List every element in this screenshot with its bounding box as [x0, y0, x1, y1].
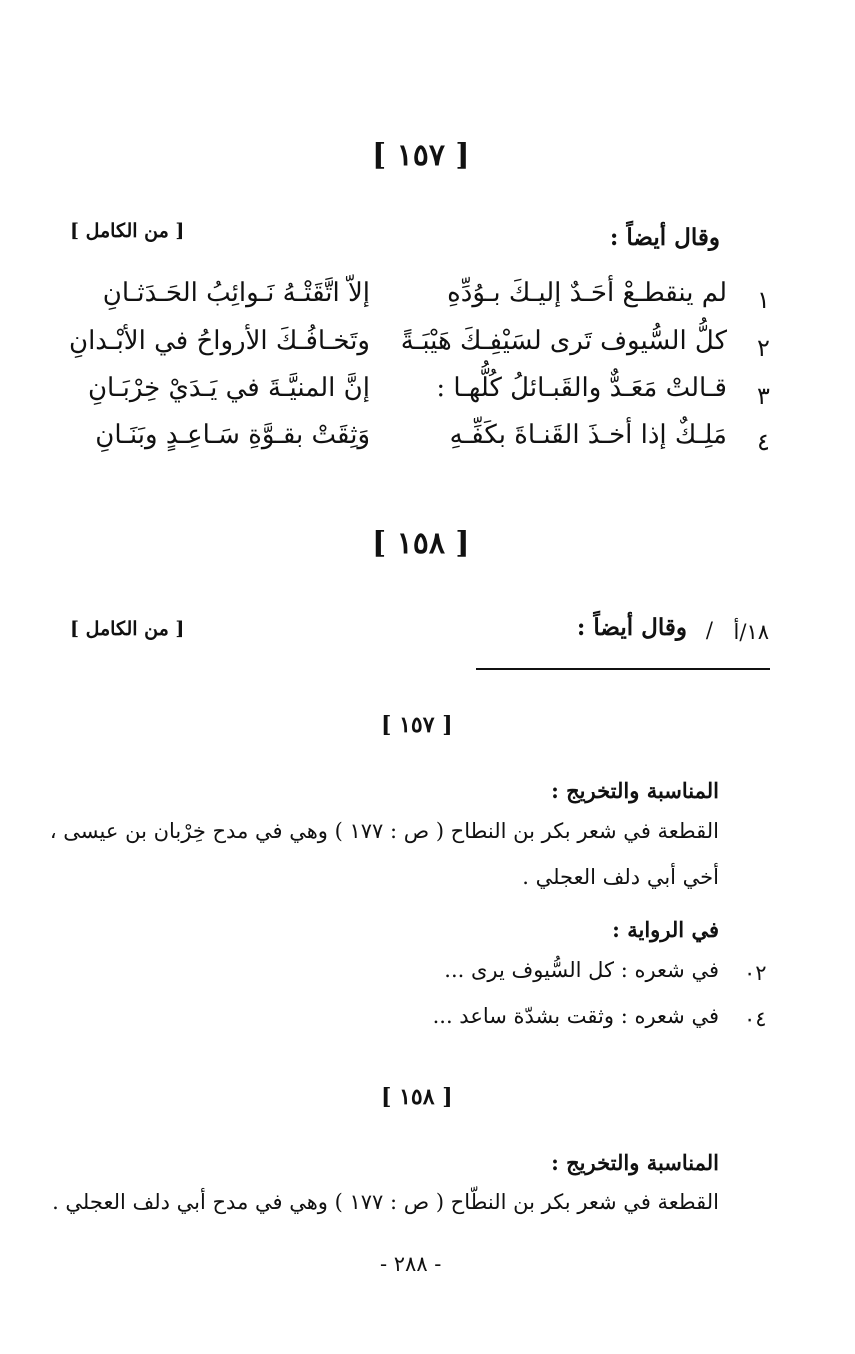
poem-158-intro: وقال أيضاً : — [576, 614, 687, 641]
poem-number-158: [ ١٥٨ ] — [372, 526, 470, 561]
poem-158-meter: [ من الكامل ] — [70, 618, 185, 640]
poem-157-intro: وقال أيضاً : — [609, 224, 720, 251]
verse-number: ٢ — [757, 334, 770, 362]
verse-first-hemistich: لم ينقطـعْ أحَـدٌ إليـكَ بـوُدِّهِ — [447, 278, 727, 308]
riwaya-text: في شعره : وثقت بشدّة ساعد ... — [432, 1004, 719, 1028]
verse-second-hemistich: وَثِقَتْ بقـوَّةِ سَـاعِـدٍ وبَنَـانِ — [95, 420, 370, 450]
verse-second-hemistich: إلاّ اتَّقَتْـهُ نَـوائِبُ الحَـدَثـانِ — [102, 278, 370, 308]
riwaya-text: في شعره : كل السُّيوف يرى ... — [444, 958, 719, 982]
riwaya-number: ٠٤ — [744, 1007, 767, 1031]
poem-157-meter: [ من الكامل ] — [70, 220, 185, 242]
notes-157-line1: القطعة في شعر بكر بن النطاح ( ص : ١٧٧ ) وهي في مدح خِرْبان بن عيسى ، — [49, 819, 719, 843]
notes-157-riwaya-heading: في الرواية : — [612, 917, 719, 942]
verse-second-hemistich: وتَخـافُـكَ الأرواحُ في الأبْـدانِ — [68, 326, 370, 356]
notes-number-157: [ ١٥٧ ] — [381, 712, 453, 738]
poem-number-157: [ ١٥٧ ] — [372, 138, 470, 173]
notes-157-heading: المناسبة والتخريج : — [551, 778, 719, 803]
notes-157-line2: أخي أبي دلف العجلي . — [522, 865, 719, 889]
folio-separator: / — [705, 618, 713, 642]
footnote-divider — [476, 668, 770, 670]
notes-number-158: [ ١٥٨ ] — [381, 1084, 453, 1110]
page-number: - ٢٨٨ - — [380, 1252, 442, 1276]
riwaya-number: ٠٢ — [744, 961, 767, 985]
verse-number: ١ — [757, 286, 770, 314]
notes-158-line1: القطعة في شعر بكر بن النطّاح ( ص : ١٧٧ ) وهي في مدح أبي دلف العجلي . — [52, 1190, 719, 1214]
verse-first-hemistich: قـالتْ مَعَـدٌّ والقَبـائلُ كُلُّهـا : — [436, 373, 727, 403]
verse-number: ٤ — [757, 428, 770, 456]
verse-first-hemistich: كلُّ السُّيوف تَرى لسَيْفِـكَ هَيْبَـةً — [400, 326, 727, 356]
folio-marker: ١٨/أ — [733, 620, 769, 644]
verse-number: ٣ — [757, 382, 770, 410]
verse-second-hemistich: إنَّ المنيَّـةَ في يَـدَيْ خِرْبَـانِ — [87, 373, 370, 403]
verse-first-hemistich: مَلِـكٌ إذا أخـذَ القَنـاةَ بكَفِّـهِ — [449, 420, 727, 450]
notes-158-heading: المناسبة والتخريج : — [551, 1150, 719, 1175]
